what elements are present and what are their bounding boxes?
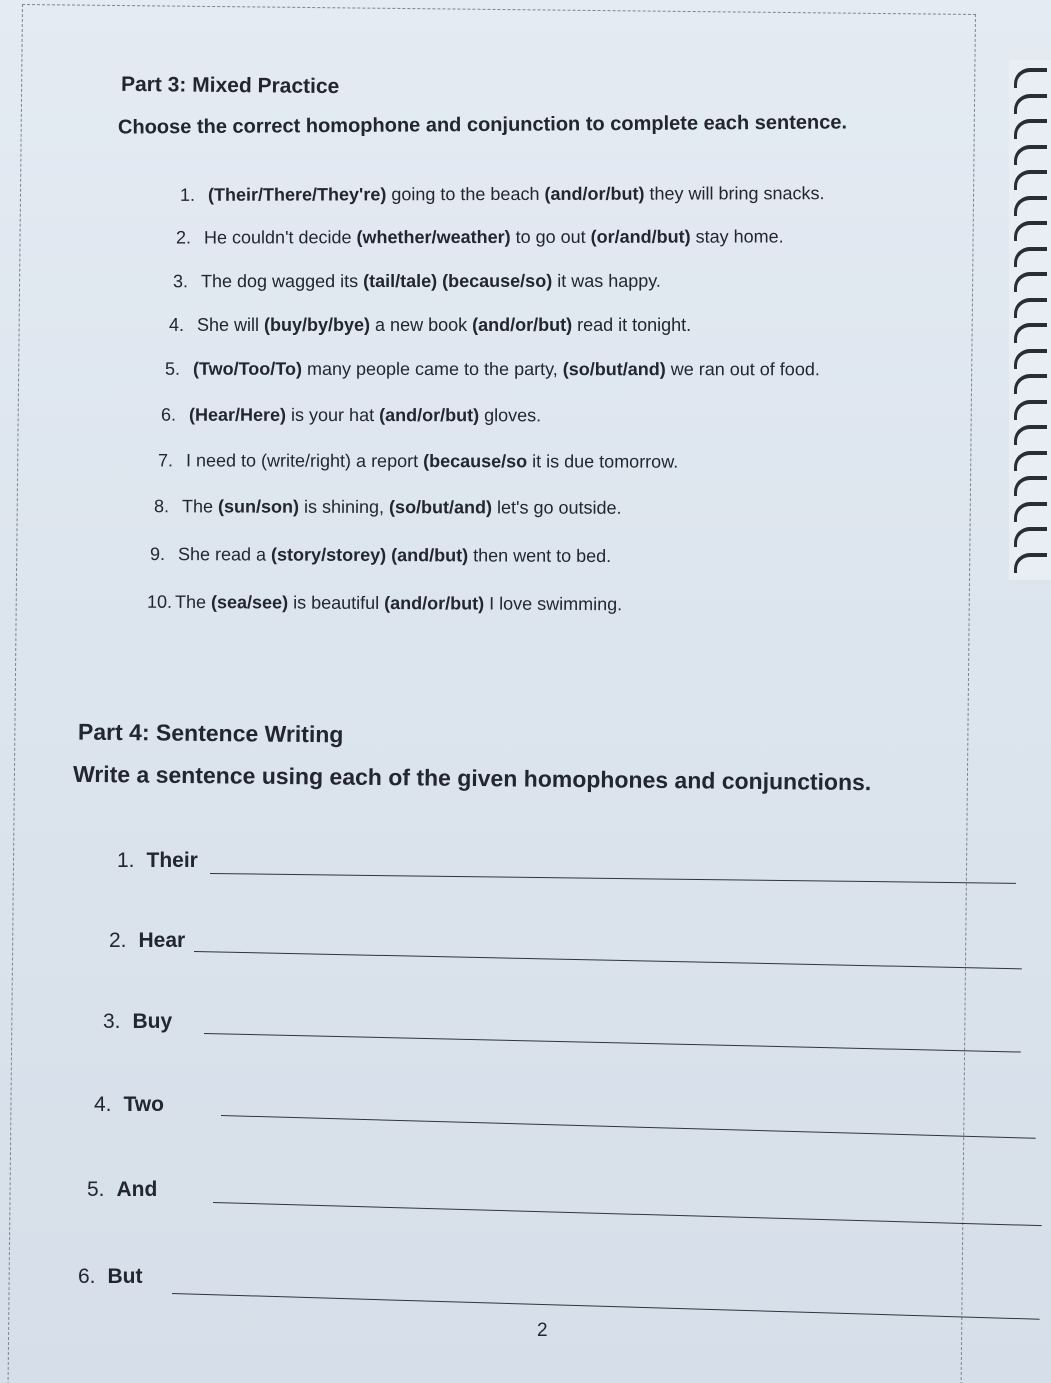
prompt-number: 2. (109, 929, 127, 952)
spiral-binding (1009, 60, 1051, 580)
writing-prompt-4 (94, 1093, 164, 1117)
answer-options: (and/but) (391, 545, 469, 566)
question-text: The dog wagged its (200, 271, 364, 292)
spiral-coil (1014, 553, 1047, 573)
answer-options: (Their/There/They're) (207, 184, 387, 205)
spiral-coil (1014, 119, 1047, 139)
question-4 (169, 315, 691, 336)
spiral-coil (1014, 476, 1047, 496)
question-number: 2. (175, 227, 192, 248)
question-8 (154, 496, 622, 519)
question-text: is shining, (298, 496, 390, 518)
answer-options: (Hear/Here) (188, 404, 287, 425)
question-7 (158, 450, 678, 472)
answer-options: (and/or/but) (384, 592, 485, 614)
prompt-number: 1. (117, 849, 135, 872)
answer-options: (buy/by/bye) (264, 315, 371, 335)
prompt-word: Two (123, 1093, 164, 1116)
answer-options: (sun/son) (217, 496, 300, 517)
question-text: She read a (177, 544, 272, 565)
spiral-coil (1014, 323, 1047, 343)
spiral-coil (1014, 298, 1047, 318)
prompt-word: Buy (132, 1010, 173, 1033)
question-text: gloves. (479, 405, 542, 426)
question-text: I love swimming. (484, 593, 623, 615)
question-text: to go out (510, 226, 591, 247)
spiral-coil (1014, 400, 1047, 420)
prompt-word: Hear (138, 929, 186, 952)
question-text: then went to bed. (468, 545, 612, 567)
part4-instruction: Write a sentence using each of the given homophones and conjunctions. (72, 760, 872, 796)
writing-prompt-2 (109, 929, 185, 953)
answer-options: (story/storey) (271, 544, 387, 566)
spiral-coil (1014, 527, 1047, 547)
part3-heading: Part 3: Mixed Practice (120, 72, 340, 99)
prompt-word: And (116, 1178, 158, 1201)
answer-options: (and/or/but) (379, 405, 480, 426)
question-1 (180, 183, 825, 206)
spiral-coil (1014, 502, 1047, 522)
question-text: going to the beach (386, 183, 545, 205)
spiral-coil (1014, 196, 1047, 216)
question-number: 10. (146, 591, 173, 612)
spiral-coil (1014, 451, 1047, 471)
question-text: they will bring snacks. (644, 183, 825, 204)
writing-prompt-3 (103, 1010, 172, 1034)
answer-options: (sea/see) (210, 592, 289, 613)
prompt-word: Their (146, 849, 198, 872)
prompt-number: 6. (78, 1265, 96, 1288)
part3-instruction: Choose the correct homophone and conjunction to complete each sentence. (117, 111, 848, 139)
question-3 (173, 271, 661, 292)
question-text: is beautiful (288, 592, 385, 613)
spiral-coil (1014, 221, 1047, 241)
question-number: 1. (179, 184, 196, 205)
spiral-coil (1014, 425, 1047, 445)
question-number: 9. (149, 543, 166, 565)
answer-options: (tail/tale) (363, 270, 438, 292)
spiral-coil (1014, 94, 1047, 114)
answer-options: (so/but/and) (562, 359, 666, 380)
question-text: many people came to the party, (301, 358, 563, 380)
spiral-coil (1014, 374, 1047, 394)
question-text: read it tonight. (572, 315, 692, 335)
writing-prompt-6 (78, 1265, 143, 1289)
question-2 (176, 226, 784, 248)
prompt-word: But (107, 1265, 143, 1288)
spiral-coil (1014, 247, 1047, 267)
question-text: a new book (370, 315, 473, 335)
question-text: stay home. (690, 226, 784, 247)
answer-options: (Two/Too/To) (192, 358, 302, 379)
question-9 (150, 544, 611, 567)
prompt-number: 4. (94, 1093, 112, 1116)
answer-options: (because/so (423, 451, 528, 472)
spiral-coil (1014, 145, 1047, 165)
answer-options: (because/so) (442, 270, 553, 291)
question-number: 3. (172, 271, 189, 292)
spiral-coil (1014, 349, 1047, 369)
question-number: 8. (153, 496, 170, 517)
question-number: 6. (160, 404, 177, 425)
question-text: The (174, 591, 212, 613)
answer-options: (and/or/but) (544, 183, 645, 204)
question-10 (147, 592, 622, 615)
question-text: The (181, 496, 219, 517)
answer-options: (so/but/and) (389, 497, 493, 518)
question-6 (161, 405, 541, 427)
answer-options: (and/or/but) (472, 315, 573, 335)
question-number: 7. (157, 450, 174, 471)
question-text: He couldn't decide (203, 227, 357, 248)
spiral-coil (1014, 272, 1047, 292)
question-5 (165, 359, 820, 381)
part4-heading: Part 4: Sentence Writing (77, 718, 344, 748)
question-number: 5. (164, 358, 181, 379)
question-text: I need to (write/right) a report (185, 450, 424, 472)
page-number: 2 (537, 1320, 548, 1341)
prompt-number: 5. (87, 1178, 105, 1201)
question-text: we ran out of food. (665, 359, 820, 380)
question-text: let's go outside. (492, 497, 622, 518)
prompt-number: 3. (103, 1010, 121, 1033)
writing-prompt-5 (87, 1178, 157, 1202)
question-text: it was happy. (552, 270, 661, 291)
answer-options: (or/and/but) (590, 226, 691, 247)
question-text: it is due tomorrow. (527, 451, 679, 472)
question-number: 4. (169, 315, 185, 335)
question-text: She will (197, 315, 265, 335)
spiral-coil (1014, 68, 1047, 88)
question-text: is your hat (286, 404, 380, 426)
answer-options: (whether/weather) (356, 226, 511, 248)
spiral-coil (1014, 170, 1047, 190)
page-border (7, 4, 976, 1383)
writing-prompt-1 (117, 849, 198, 873)
